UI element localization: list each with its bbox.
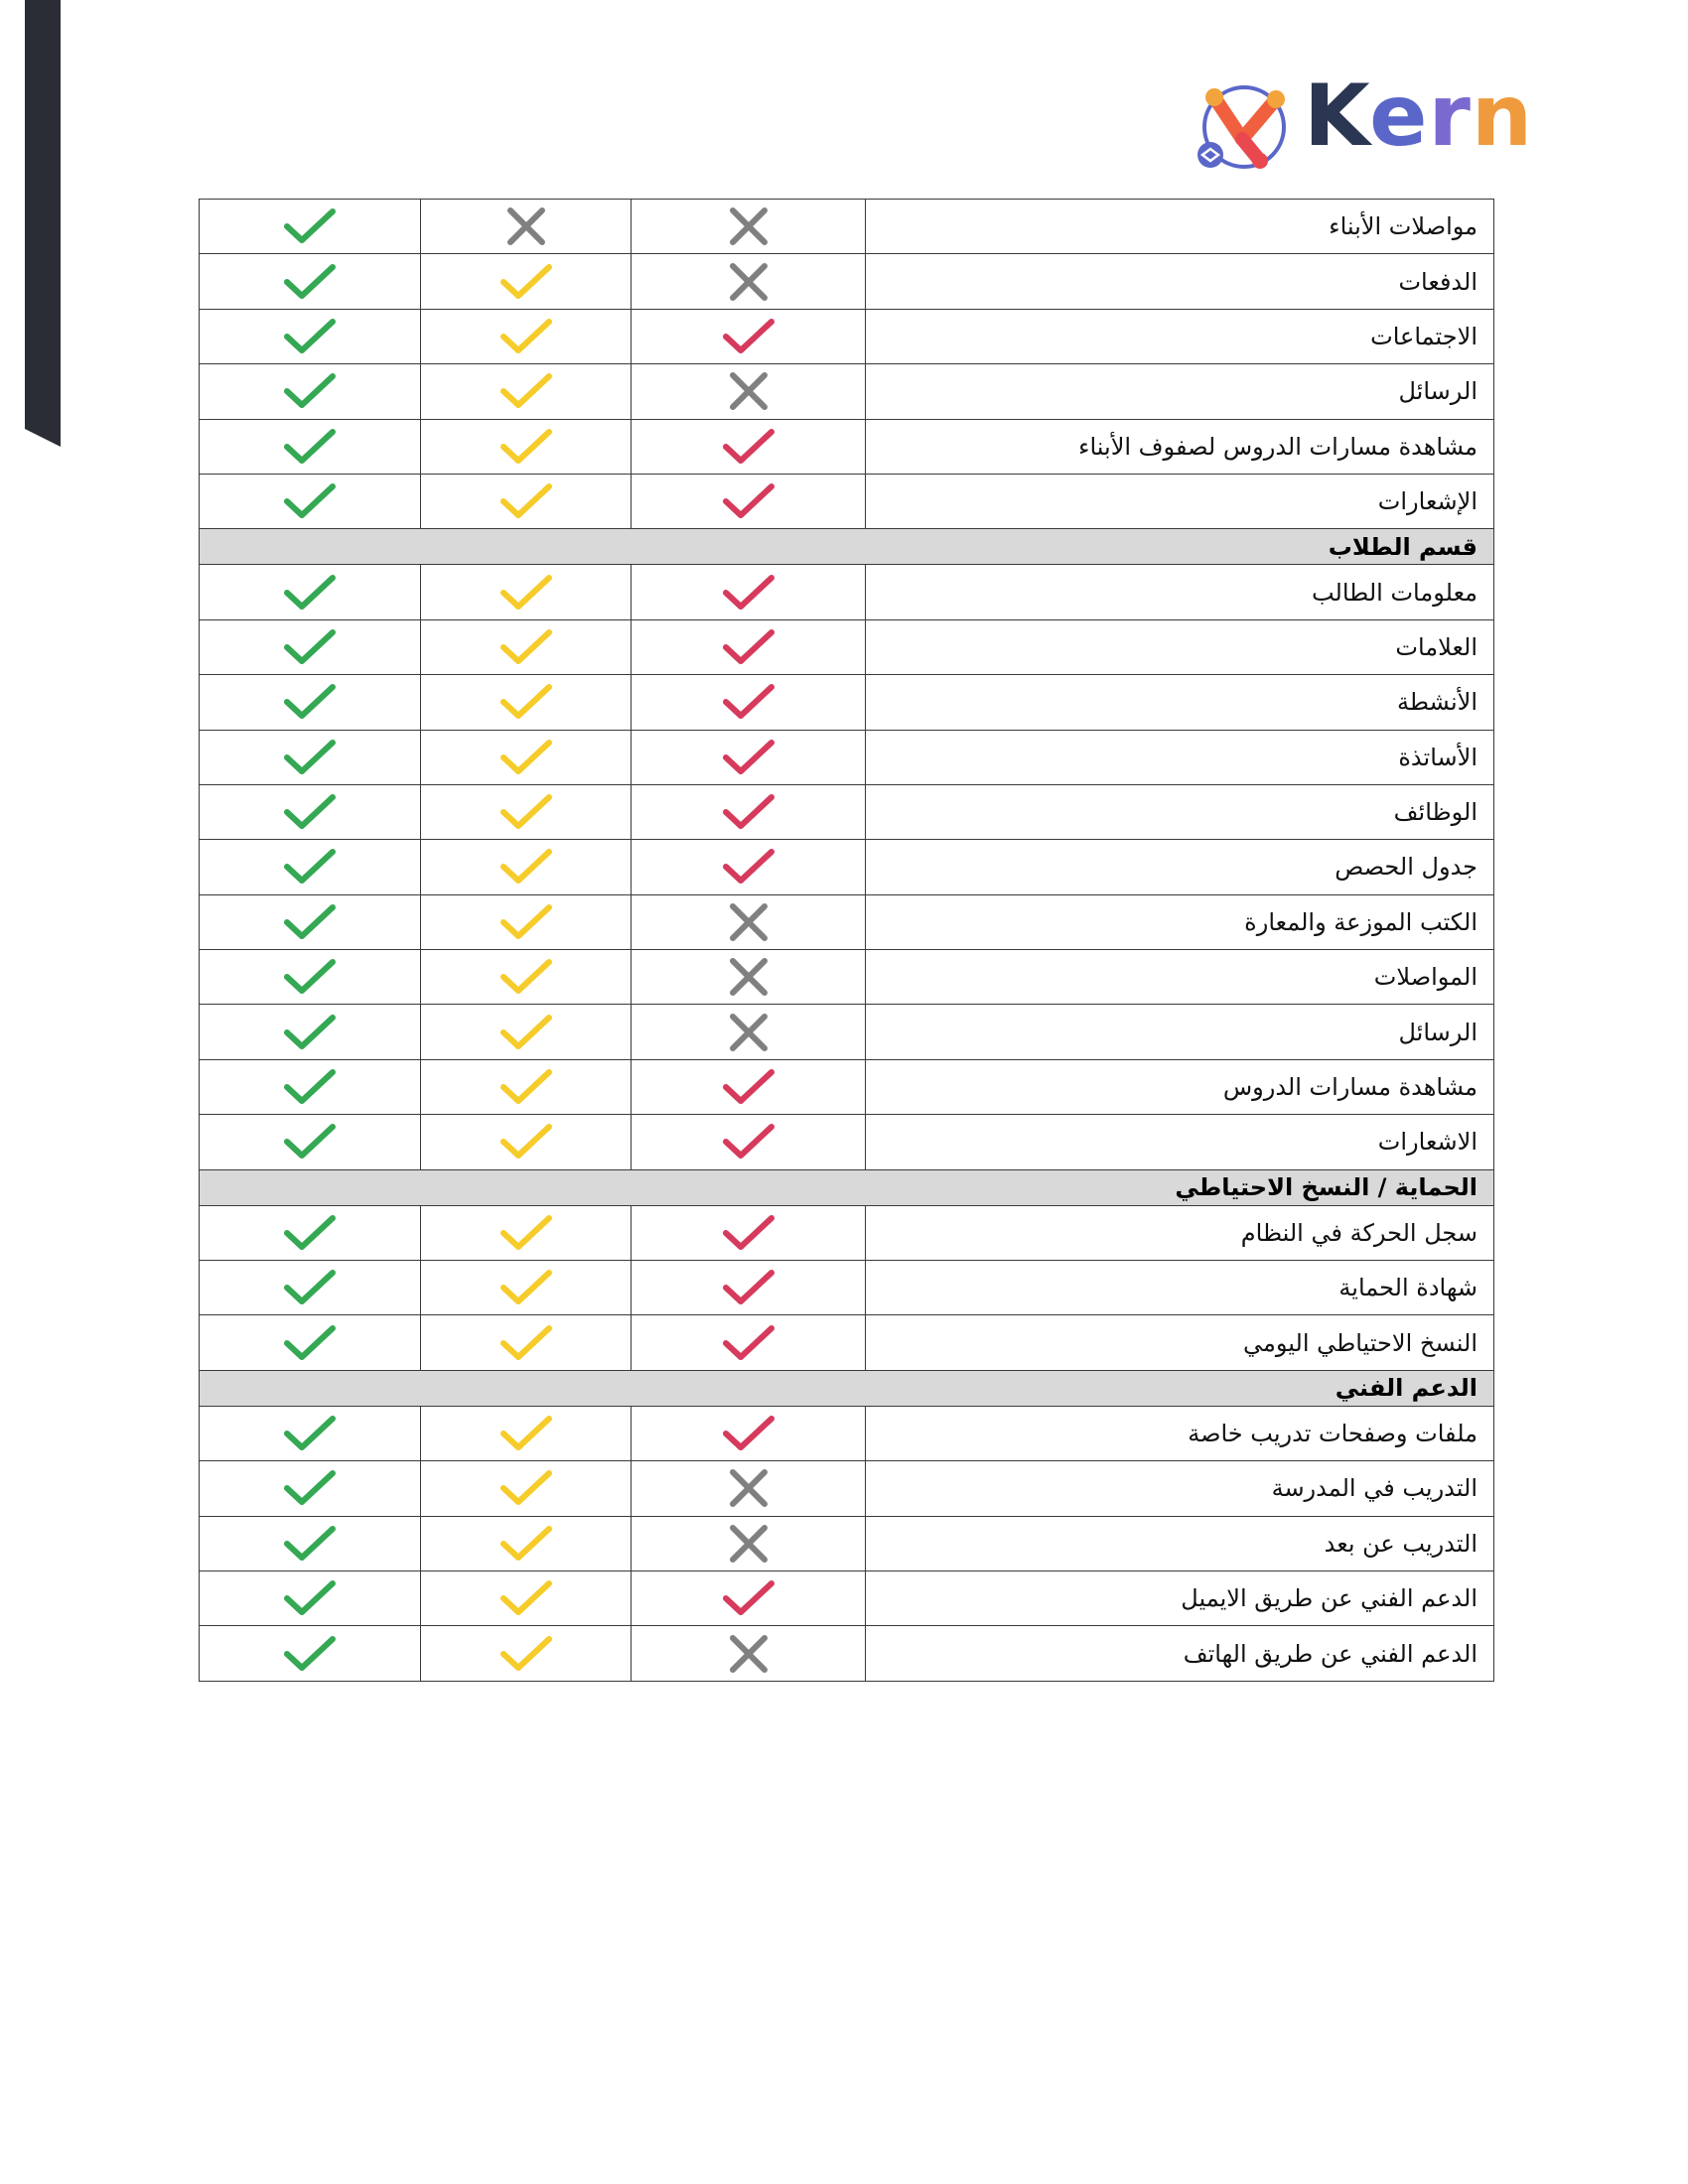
mark-cell-2 [421,200,632,254]
yellow-check-icon [499,1578,553,1618]
mark-cell-2 [421,254,632,309]
feature-label: التدريب في المدرسة [866,1461,1494,1516]
green-check-icon [283,1414,337,1453]
mark-cell-2 [421,1406,632,1460]
mark-cell-3 [632,619,866,674]
feature-label: شهادة الحماية [866,1261,1494,1315]
red-check-icon [722,573,775,613]
mark-cell-2 [421,419,632,474]
yellow-check-icon [499,1323,553,1363]
table-row [200,1115,1494,1169]
mark-cell-2 [421,675,632,730]
green-check-icon [283,1468,337,1508]
feature-label: مشاهدة مسارات الدروس [866,1059,1494,1114]
yellow-check-icon [499,371,553,411]
section-title: الحماية / النسخ الاحتياطي [200,1169,1494,1205]
green-check-icon [283,1323,337,1363]
yellow-check-icon [499,1524,553,1564]
mark-cell-1 [200,565,421,619]
feature-label: سجل الحركة في النظام [866,1205,1494,1260]
red-check-icon [722,427,775,467]
green-check-icon [283,1268,337,1307]
mark-cell-3 [632,474,866,528]
green-check-icon [283,317,337,356]
mark-cell-3 [632,1461,866,1516]
feature-label: الدعم الفني عن طريق الهاتف [866,1626,1494,1681]
table-row [200,1406,1494,1460]
section-header [200,1370,1494,1406]
table-row [200,894,1494,949]
section-title: قسم الطلاب [200,529,1494,565]
mark-cell-2 [421,730,632,784]
table-row [200,1005,1494,1059]
mark-cell-2 [421,474,632,528]
red-check-icon [722,627,775,667]
mark-cell-1 [200,1059,421,1114]
mark-cell-1 [200,784,421,839]
feature-label: الاشعارات [866,1115,1494,1169]
green-check-icon [283,1122,337,1161]
yellow-check-icon [499,317,553,356]
red-check-icon [722,847,775,887]
yellow-check-icon [499,1213,553,1253]
mark-cell-1 [200,840,421,894]
table-row [200,1626,1494,1681]
mark-cell-3 [632,730,866,784]
green-check-icon [283,1067,337,1107]
table-row [200,309,1494,363]
gray-x-icon [728,370,770,412]
yellow-check-icon [499,902,553,942]
yellow-check-icon [499,427,553,467]
mark-cell-1 [200,1406,421,1460]
feature-label: مواصلات الأبناء [866,200,1494,254]
feature-label: ملفات وصفحات تدريب خاصة [866,1406,1494,1460]
feature-comparison-table [199,199,1494,1682]
red-check-icon [722,1578,775,1618]
green-check-icon [283,902,337,942]
mark-cell-1 [200,200,421,254]
mark-cell-3 [632,1005,866,1059]
mark-cell-1 [200,1205,421,1260]
table-row [200,840,1494,894]
green-check-icon [283,371,337,411]
mark-cell-3 [632,894,866,949]
feature-label: المواصلات [866,950,1494,1005]
kern-logo-icon [1196,77,1296,177]
green-check-icon [283,738,337,777]
mark-cell-1 [200,894,421,949]
mark-cell-3 [632,1315,866,1370]
green-check-icon [283,792,337,832]
kern-logo [1196,67,1534,179]
table-row [200,1205,1494,1260]
feature-label: الدفعات [866,254,1494,309]
section-title: الدعم الفني [200,1370,1494,1406]
mark-cell-3 [632,950,866,1005]
yellow-check-icon [499,1414,553,1453]
yellow-check-icon [499,957,553,997]
gray-x-icon [728,1523,770,1565]
mark-cell-3 [632,784,866,839]
green-check-icon [283,481,337,521]
feature-label: الوظائف [866,784,1494,839]
table-row [200,950,1494,1005]
yellow-check-icon [499,738,553,777]
table-row [200,784,1494,839]
mark-cell-1 [200,474,421,528]
mark-cell-2 [421,565,632,619]
table-row [200,1570,1494,1625]
yellow-check-icon [499,481,553,521]
gray-x-icon [728,205,770,247]
mark-cell-1 [200,950,421,1005]
yellow-check-icon [499,627,553,667]
mark-cell-1 [200,1315,421,1370]
mark-cell-2 [421,1261,632,1315]
red-check-icon [722,1122,775,1161]
mark-cell-1 [200,1461,421,1516]
yellow-check-icon [499,573,553,613]
mark-cell-3 [632,364,866,419]
red-check-icon [722,1268,775,1307]
feature-label: الكتب الموزعة والمعارة [866,894,1494,949]
feature-label: معلومات الطالب [866,565,1494,619]
mark-cell-1 [200,1005,421,1059]
mark-cell-2 [421,1005,632,1059]
feature-label: العلامات [866,619,1494,674]
green-check-icon [283,1634,337,1674]
yellow-check-icon [499,262,553,302]
side-accent-bar [25,0,61,447]
yellow-check-icon [499,1122,553,1161]
feature-label: الرسائل [866,1005,1494,1059]
red-check-icon [722,1414,775,1453]
green-check-icon [283,627,337,667]
section-header [200,1169,1494,1205]
gray-x-icon [728,1012,770,1053]
mark-cell-2 [421,1461,632,1516]
green-check-icon [283,957,337,997]
red-check-icon [722,738,775,777]
red-check-icon [722,1213,775,1253]
gray-x-icon [505,205,547,247]
table-row [200,419,1494,474]
gray-x-icon [728,956,770,998]
red-check-icon [722,1323,775,1363]
mark-cell-3 [632,1205,866,1260]
mark-cell-3 [632,840,866,894]
yellow-check-icon [499,682,553,722]
mark-cell-2 [421,1205,632,1260]
mark-cell-2 [421,950,632,1005]
table-row [200,364,1494,419]
feature-label: الإشعارات [866,474,1494,528]
mark-cell-1 [200,730,421,784]
red-check-icon [722,1067,775,1107]
feature-label: الأنشطة [866,675,1494,730]
mark-cell-1 [200,1261,421,1315]
red-check-icon [722,481,775,521]
mark-cell-1 [200,254,421,309]
mark-cell-3 [632,309,866,363]
feature-label: الأساتذة [866,730,1494,784]
red-check-icon [722,792,775,832]
feature-label: جدول الحصص [866,840,1494,894]
mark-cell-2 [421,840,632,894]
green-check-icon [283,1578,337,1618]
mark-cell-3 [632,419,866,474]
table-row [200,200,1494,254]
yellow-check-icon [499,1268,553,1307]
yellow-check-icon [499,1067,553,1107]
table-row [200,1461,1494,1516]
mark-cell-2 [421,784,632,839]
section-header [200,529,1494,565]
red-check-icon [722,682,775,722]
table-row [200,1315,1494,1370]
green-check-icon [283,427,337,467]
green-check-icon [283,847,337,887]
yellow-check-icon [499,1468,553,1508]
gray-x-icon [728,1633,770,1675]
mark-cell-3 [632,1115,866,1169]
mark-cell-2 [421,1516,632,1570]
yellow-check-icon [499,1634,553,1674]
mark-cell-1 [200,1115,421,1169]
green-check-icon [283,206,337,246]
yellow-check-icon [499,847,553,887]
mark-cell-2 [421,309,632,363]
feature-label: التدريب عن بعد [866,1516,1494,1570]
mark-cell-3 [632,565,866,619]
mark-cell-1 [200,1626,421,1681]
mark-cell-3 [632,1406,866,1460]
gray-x-icon [728,261,770,303]
feature-label: الرسائل [866,364,1494,419]
yellow-check-icon [499,792,553,832]
green-check-icon [283,1213,337,1253]
table-row [200,619,1494,674]
gray-x-icon [728,901,770,943]
table-row [200,675,1494,730]
red-check-icon [722,317,775,356]
mark-cell-2 [421,619,632,674]
mark-cell-3 [632,200,866,254]
mark-cell-1 [200,619,421,674]
gray-x-icon [728,1467,770,1509]
table-row [200,1516,1494,1570]
mark-cell-3 [632,1516,866,1570]
mark-cell-2 [421,1570,632,1625]
mark-cell-3 [632,1626,866,1681]
mark-cell-2 [421,1315,632,1370]
feature-label: الاجتماعات [866,309,1494,363]
mark-cell-2 [421,1626,632,1681]
mark-cell-3 [632,1059,866,1114]
feature-label: مشاهدة مسارات الدروس لصفوف الأبناء [866,419,1494,474]
yellow-check-icon [499,1013,553,1052]
feature-label: الدعم الفني عن طريق الايميل [866,1570,1494,1625]
mark-cell-1 [200,309,421,363]
green-check-icon [283,573,337,613]
mark-cell-1 [200,364,421,419]
table-row [200,1261,1494,1315]
mark-cell-1 [200,1570,421,1625]
mark-cell-1 [200,1516,421,1570]
green-check-icon [283,1524,337,1564]
table-row [200,254,1494,309]
kern-logo-text: Kern [1304,67,1534,166]
green-check-icon [283,1013,337,1052]
mark-cell-2 [421,894,632,949]
table-row [200,565,1494,619]
mark-cell-2 [421,1059,632,1114]
mark-cell-1 [200,419,421,474]
table-row [200,1059,1494,1114]
green-check-icon [283,682,337,722]
green-check-icon [283,262,337,302]
mark-cell-3 [632,1570,866,1625]
mark-cell-2 [421,364,632,419]
mark-cell-1 [200,675,421,730]
feature-label: النسخ الاحتياطي اليومي [866,1315,1494,1370]
mark-cell-3 [632,254,866,309]
mark-cell-3 [632,1261,866,1315]
mark-cell-3 [632,675,866,730]
table-row [200,474,1494,528]
table-row [200,730,1494,784]
mark-cell-2 [421,1115,632,1169]
